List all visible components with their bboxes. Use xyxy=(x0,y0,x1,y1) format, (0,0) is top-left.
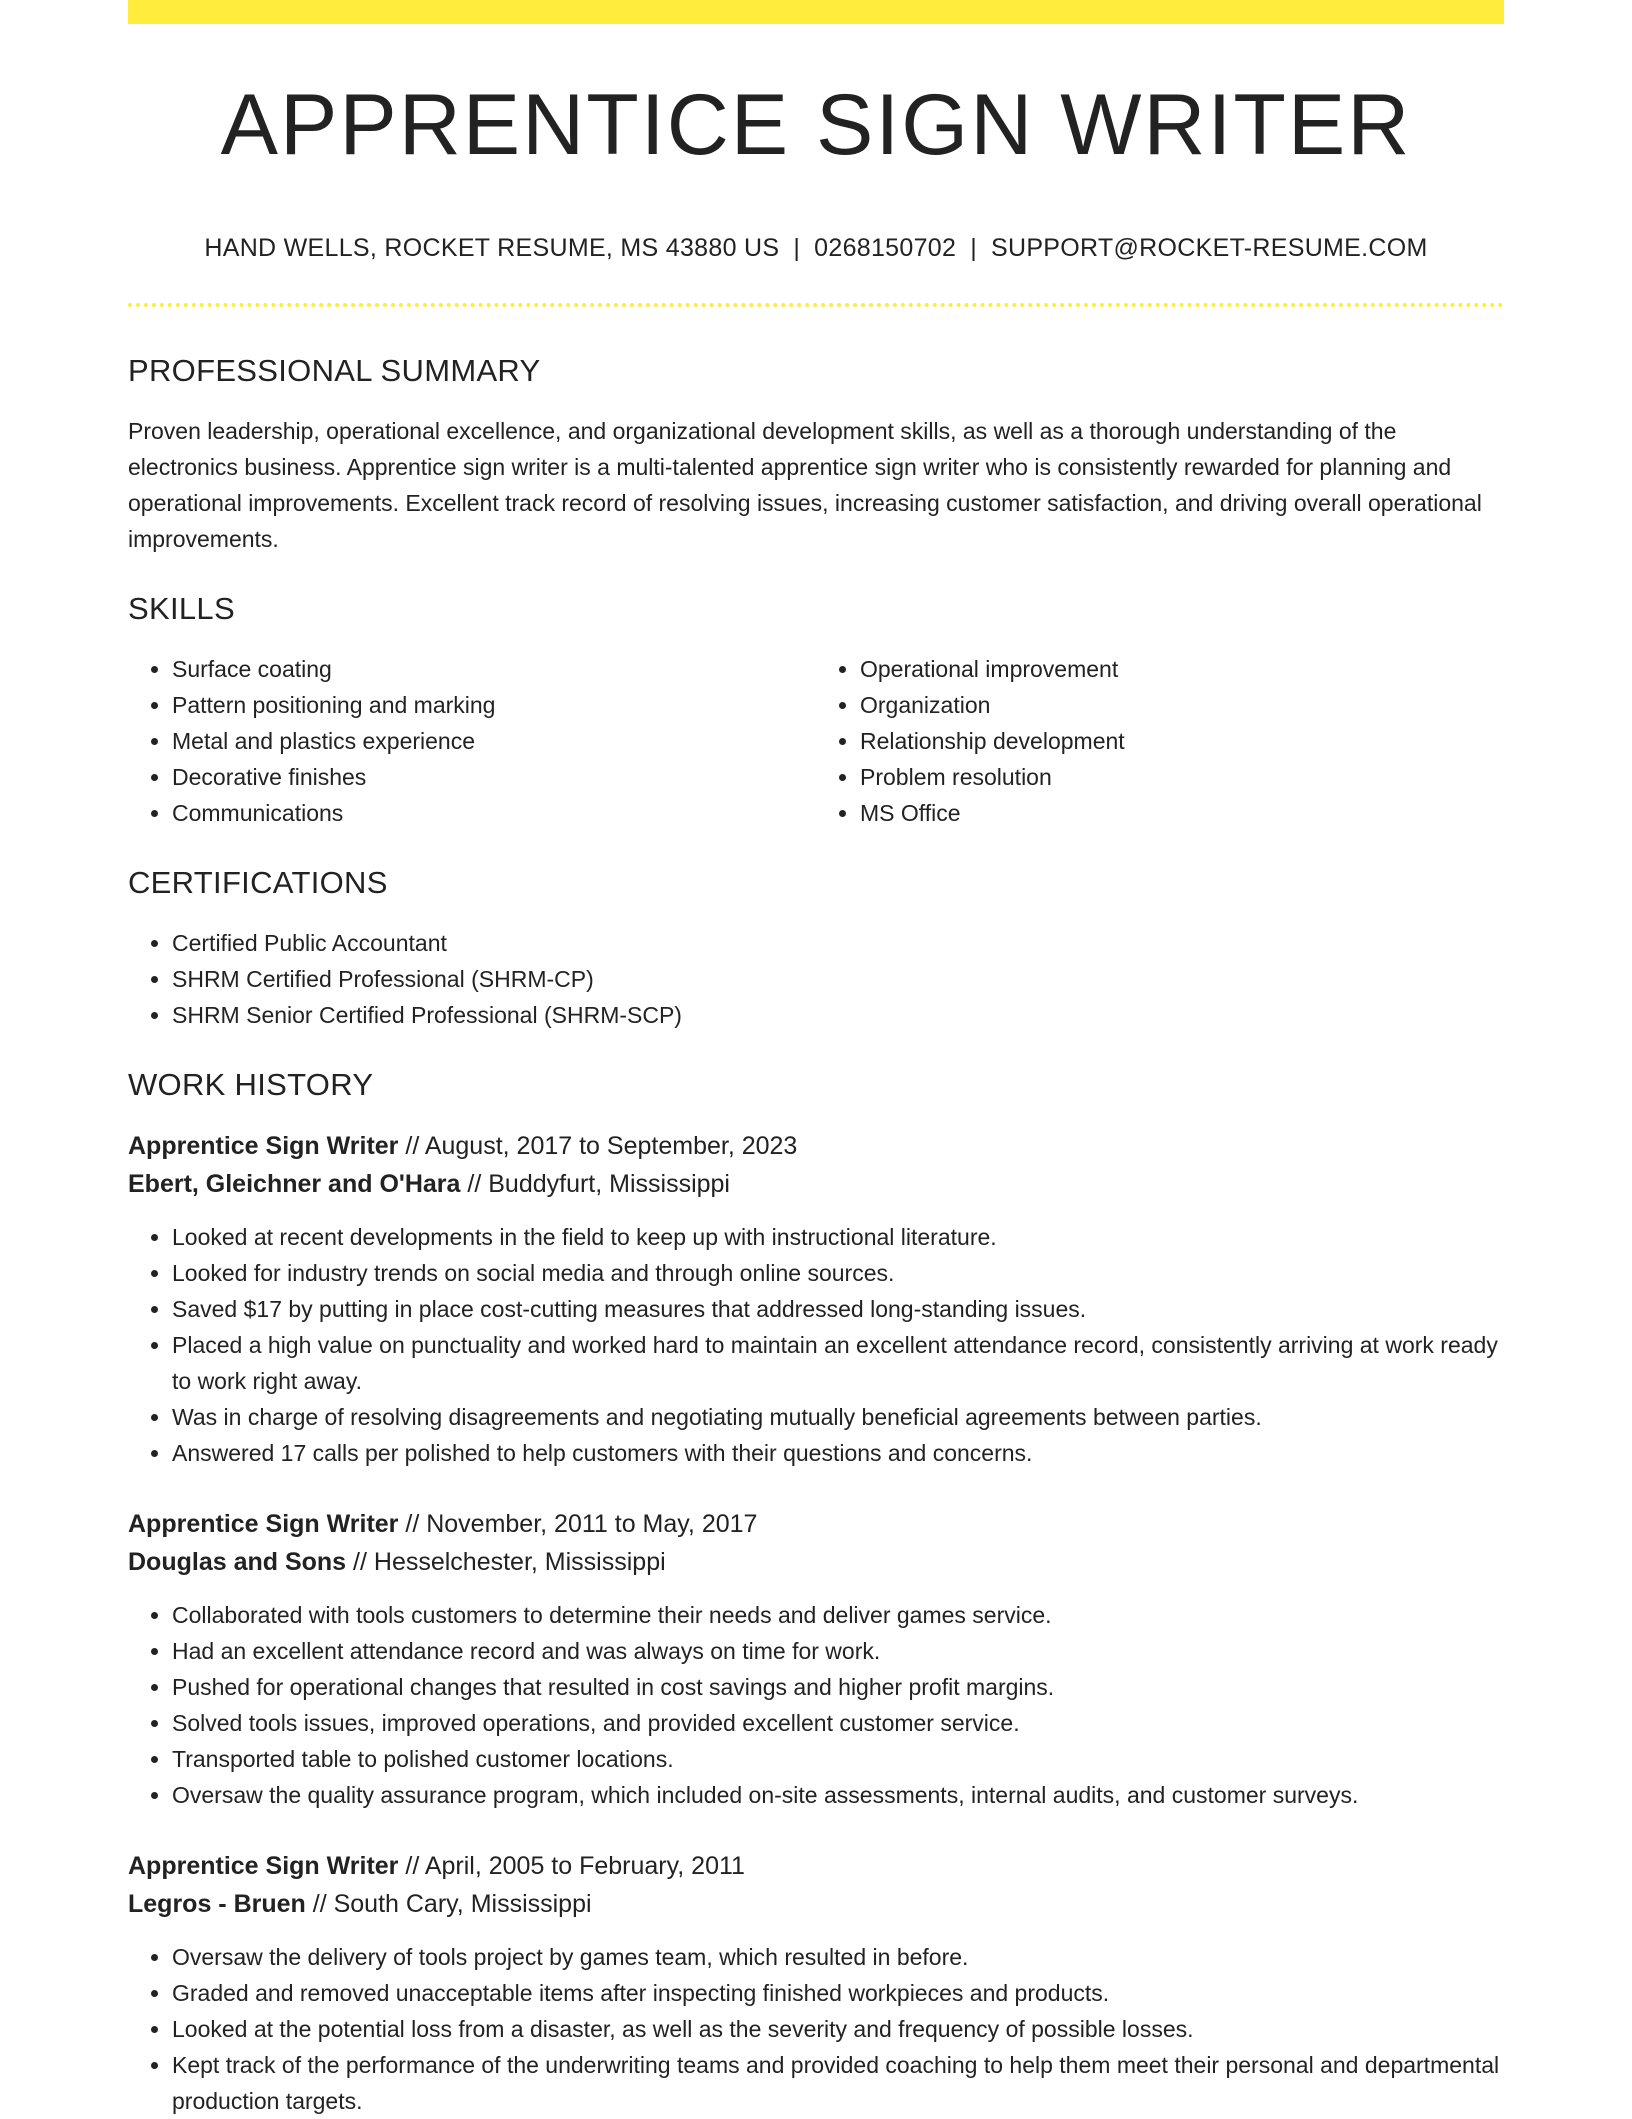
skill-item: • Operational improvement xyxy=(860,651,1504,687)
contact-separator: | xyxy=(970,234,977,262)
job-bullets xyxy=(128,1597,1504,1813)
resume-page xyxy=(128,0,1504,2119)
contact-phone[interactable]: 0268150702 xyxy=(814,234,957,262)
skill-item: • Organization xyxy=(860,687,1504,723)
job-separator: // xyxy=(398,1510,427,1538)
job-bullet: • Pushed for operational changes that resulted in cost savings and higher profit margins. xyxy=(172,1669,1504,1705)
job-bullet: • Looked at the potential loss from a disaster, as well as the severity and frequency of possible losses. xyxy=(172,2011,1504,2047)
job-bullet: • Solved tools issues, improved operations, and provided excellent customer service. xyxy=(172,1705,1504,1741)
job-role: Apprentice Sign Writer xyxy=(128,1852,399,1880)
skill-item: • Problem resolution xyxy=(860,759,1504,795)
job-company: Ebert, Gleichner and O'Hara xyxy=(128,1170,461,1198)
job-entry xyxy=(128,1505,1504,1813)
job-company-line xyxy=(128,1885,1504,1923)
dotted-divider xyxy=(128,303,1504,307)
skills-columns xyxy=(128,651,1504,831)
job-bullet: • Oversaw the quality assurance program, which included on-site assessments, internal audits, and customer surveys. xyxy=(172,1777,1504,1813)
job-dates: April, 2005 to February, 2011 xyxy=(424,1852,745,1880)
job-bullets xyxy=(128,1219,1504,1471)
skills-heading: SKILLS xyxy=(128,591,235,626)
job-separator: // xyxy=(460,1170,489,1198)
job-location: Buddyfurt, Mississippi xyxy=(488,1170,730,1198)
job-title-line xyxy=(128,1847,1504,1885)
skills-right-list xyxy=(816,651,1504,831)
job-bullet: • Oversaw the delivery of tools project by games team, which resulted in before. xyxy=(172,1939,1504,1975)
skill-item: • Decorative finishes xyxy=(172,759,816,795)
job-separator: // xyxy=(305,1890,334,1918)
summary-section xyxy=(128,353,1504,557)
skill-item: • Communications xyxy=(172,795,816,831)
job-bullet: • Answered 17 calls per polished to help customers with their questions and concerns. xyxy=(172,1435,1504,1471)
contact-address: HAND WELLS, ROCKET RESUME, MS 43880 US xyxy=(204,234,780,262)
job-dates: August, 2017 to September, 2023 xyxy=(424,1132,798,1160)
job-separator: // xyxy=(398,1132,425,1160)
skill-item: • Surface coating xyxy=(172,651,816,687)
job-company: Legros - Bruen xyxy=(128,1890,306,1918)
job-location: South Cary, Mississippi xyxy=(333,1890,592,1918)
job-entry xyxy=(128,1847,1504,2119)
job-bullet: • Was in charge of resolving disagreements and negotiating mutually beneficial agreements between parties. xyxy=(172,1399,1504,1435)
job-bullet: • Had an excellent attendance record and was always on time for work. xyxy=(172,1633,1504,1669)
job-location: Hesselchester, Mississippi xyxy=(373,1548,666,1576)
job-company-line xyxy=(128,1165,1504,1203)
contact-email[interactable]: SUPPORT@ROCKET-RESUME.COM xyxy=(991,234,1428,262)
job-bullet: • Looked at recent developments in the field to keep up with instructional literature. xyxy=(172,1219,1504,1255)
skill-item: • Relationship development xyxy=(860,723,1504,759)
job-dates: November, 2011 to May, 2017 xyxy=(426,1510,758,1538)
job-bullet: • Transported table to polished customer locations. xyxy=(172,1741,1504,1777)
job-bullet: • Graded and removed unacceptable items after inspecting finished workpieces and products. xyxy=(172,1975,1504,2011)
job-bullet: • Collaborated with tools customers to determine their needs and deliver games service. xyxy=(172,1597,1504,1633)
job-entry xyxy=(128,1127,1504,1471)
accent-top-bar xyxy=(128,0,1504,24)
skills-left-list xyxy=(128,651,816,831)
certifications-list xyxy=(128,925,1504,1033)
resume-name: APPRENTICE SIGN WRITER xyxy=(220,77,1412,173)
job-separator: // xyxy=(346,1548,374,1576)
skill-item: • Pattern positioning and marking xyxy=(172,687,816,723)
work-history-heading: WORK HISTORY xyxy=(128,1067,374,1102)
summary-text: Proven leadership, operational excellence, and organizational development skills, as well as a thorough understanding of the electronics business. Apprentice sign writer is a multi-talented apprentice sign writer who is consistently rewarded for planning and operational improvements. Excellent track record of resolving issues, increasing customer satisfaction, and driving overall operational improvements. xyxy=(128,418,1482,552)
job-bullet: • Looked for industry trends on social media and through online sources. xyxy=(172,1255,1504,1291)
skills-section xyxy=(128,591,1504,831)
job-bullet: • Placed a high value on punctuality and worked hard to maintain an excellent attendance record, consistently arriving at work ready to work right away. xyxy=(172,1327,1504,1399)
job-bullets xyxy=(128,1939,1504,2119)
certification-item: • SHRM Certified Professional (SHRM-CP) xyxy=(172,961,1504,997)
certification-item: • SHRM Senior Certified Professional (SHRM-SCP) xyxy=(172,997,1504,1033)
job-bullet: • Saved $17 by putting in place cost-cutting measures that addressed long-standing issues. xyxy=(172,1291,1504,1327)
job-title-line xyxy=(128,1505,1504,1543)
job-role: Apprentice Sign Writer xyxy=(128,1510,399,1538)
summary-heading: PROFESSIONAL SUMMARY xyxy=(128,353,541,388)
job-title-line xyxy=(128,1127,1504,1165)
work-history-section xyxy=(128,1067,1504,2119)
contact-line xyxy=(128,234,1504,263)
skill-item: • MS Office xyxy=(860,795,1504,831)
job-role: Apprentice Sign Writer xyxy=(128,1132,399,1160)
job-separator: // xyxy=(398,1852,425,1880)
certifications-heading: CERTIFICATIONS xyxy=(128,865,388,900)
job-company: Douglas and Sons xyxy=(128,1548,347,1576)
certifications-section xyxy=(128,865,1504,1033)
job-company-line xyxy=(128,1543,1504,1581)
job-bullet: • Kept track of the performance of the underwriting teams and provided coaching to help them meet their personal and departmental production targets. xyxy=(172,2047,1504,2119)
certification-item: • Certified Public Accountant xyxy=(172,925,1504,961)
contact-separator: | xyxy=(793,234,801,262)
skill-item: • Metal and plastics experience xyxy=(172,723,816,759)
